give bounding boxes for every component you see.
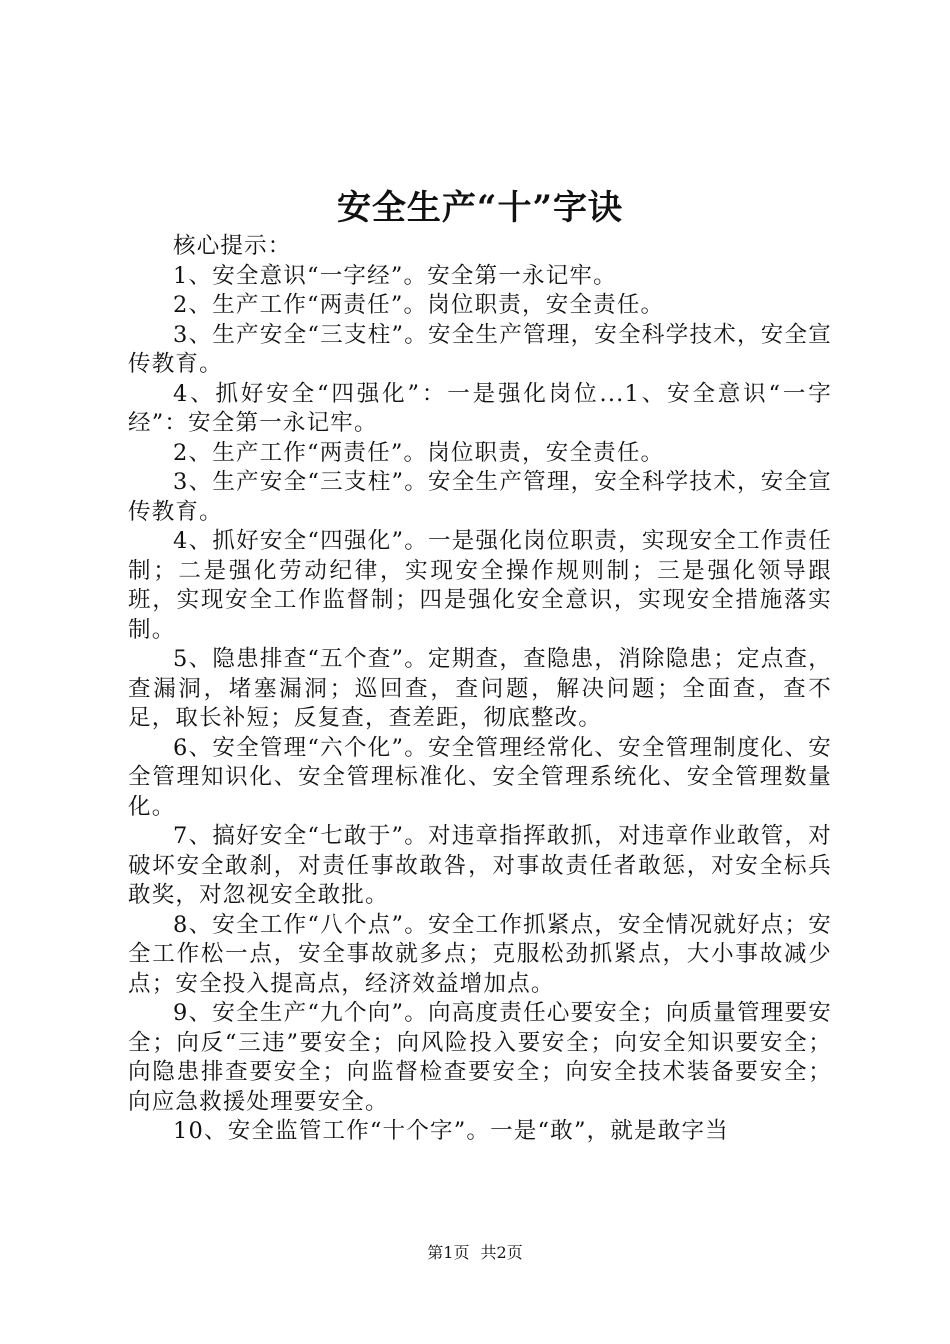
paragraph: 7、搞好安全“七敢于”。对违章指挥敢抓，对违章作业敢管，对破坏安全敢刹，对责任事故敢咎，对事故责任者敢惩，对安全标兵敢奖，对忽视安全敢批。 (128, 823, 832, 908)
paragraph: 4、抓好安全“四强化”：一是强化岗位...1、安全意识“一字经”：安全第一永记牢。 (128, 380, 832, 436)
paragraph: 3、生产安全“三支柱”。安全生产管理，安全科学技术，安全宣传教育。 (128, 469, 832, 525)
paragraph: 2、生产工作“两责任”。岗位职责，安全责任。 (173, 292, 665, 318)
page-number-total: 共2页 (480, 1243, 523, 1262)
paragraph: 4、抓好安全“四强化”。一是强化岗位职责，实现安全工作责任制；二是强化劳动纪律，实现安全操作规则制；三是强化领导跟班，实现安全工作监督制；四是强化安全意识，实现安全措施落实制。 (128, 528, 832, 643)
paragraph: 1、安全意识“一字经”。安全第一永记牢。 (173, 262, 617, 289)
document-title: 安全生产“十”字诀 (336, 188, 624, 228)
paragraph: 6、安全管理“六个化”。安全管理经常化、安全管理制度化、安全管理知识化、安全管理标准化、安全管理系统化、安全管理数量化。 (128, 734, 832, 820)
paragraph: 9、安全生产“九个向”。向高度责任心要安全；向质量管理要安全；向反“三违”要安全；向风险投入要安全；向安全知识要安全；向隐患排查要安全；向监督检查要安全；向安全技术装备要安全；向应急救援处理要安全。 (128, 1000, 832, 1115)
page-number-current: 第1页 (427, 1243, 470, 1262)
paragraph: 8、安全工作“八个点”。安全工作抓紧点，安全情况就好点；安全工作松一点，安全事故就多点；克服松劲抓紧点，大小事故减少点；安全投入提高点，经济效益增加点。 (128, 911, 832, 997)
paragraph: 3、生产安全“三支柱”。安全生产管理，安全科学技术，安全宣传教育。 (128, 321, 832, 377)
paragraph: 5、隐患排查“五个查”。定期查，查隐患，消除隐患；定点查，查漏洞，堵塞漏洞；巡回查，查问题，解决问题；全面查，查不足，取长补短；反复查，查差距，彻底整改。 (128, 646, 832, 731)
page-footer (0, 1243, 950, 1263)
paragraph: 核心提示： (173, 233, 292, 259)
paragraph: 2、生产工作“两责任”。岗位职责，安全责任。 (173, 439, 665, 466)
paragraph: 10、安全监管工作“十个字”。一是“敢”，就是敢字当 (173, 1118, 729, 1144)
document-body (128, 232, 832, 1147)
